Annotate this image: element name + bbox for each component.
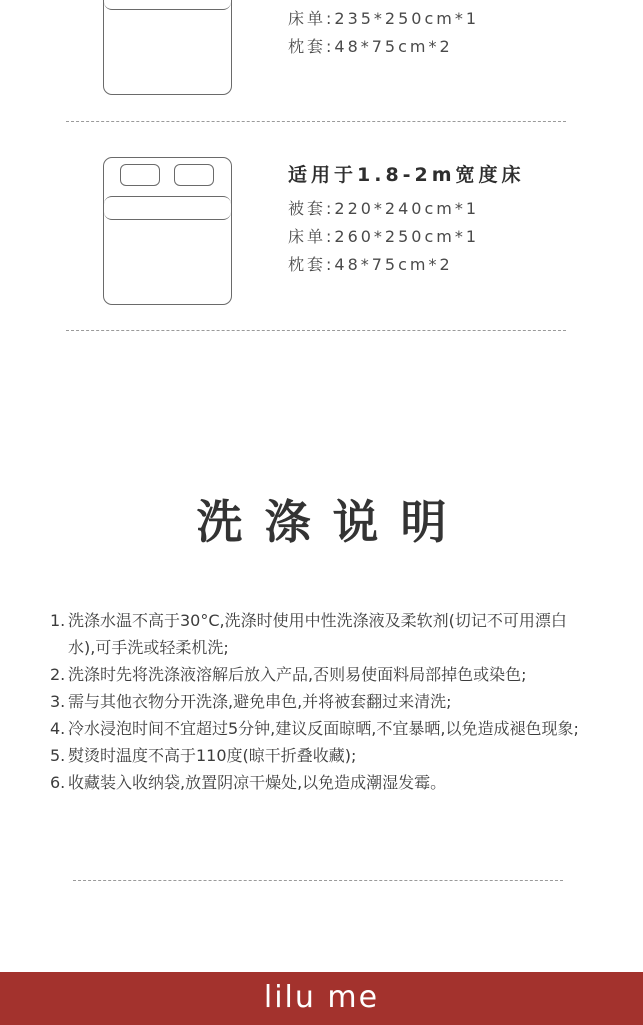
- list-item: [50, 742, 580, 769]
- item-text: 洗涤时先将洗涤液溶解后放入产品,否则易使面料局部掉色或染色;: [68, 665, 527, 684]
- item-number: 4.: [50, 719, 66, 738]
- list-item: [50, 769, 580, 796]
- bed-fold: [104, 196, 231, 220]
- item-text: 需与其他衣物分开洗涤,避免串色,并将被套翻过来清洗;: [68, 692, 452, 711]
- bed-illustration: [103, 157, 232, 305]
- bed-illustration-top: [103, 0, 232, 95]
- item-number: 1.: [50, 611, 66, 630]
- spec-sheet-line: 床单:260*250cm*1: [288, 227, 480, 246]
- list-item: [50, 661, 580, 688]
- spec-pillowcase-line: 枕套:48*75cm*2: [288, 255, 453, 274]
- spec-pillowcase-line: 枕套:48*75cm*2: [288, 37, 453, 56]
- list-item: [50, 688, 580, 715]
- pillow-left: [120, 164, 160, 186]
- item-number: 3.: [50, 692, 66, 711]
- item-number: 2.: [50, 665, 66, 684]
- bed-size-title: 适用于1.8-2m宽度床: [288, 164, 525, 186]
- footer-bar: [0, 972, 643, 1025]
- bed-fold: [104, 0, 231, 10]
- item-text: 冷水浸泡时间不宜超过5分钟,建议反面晾晒,不宜暴晒,以免造成褪色现象;: [68, 719, 579, 738]
- pillow-right: [174, 164, 214, 186]
- item-text: 熨烫时温度不高于110度(晾干折叠收藏);: [68, 746, 357, 765]
- item-number: 5.: [50, 746, 66, 765]
- brand-logo: lilu me: [263, 980, 380, 1015]
- wash-instructions-list: [50, 607, 580, 796]
- item-text: 收藏装入收纳袋,放置阴凉干燥处,以免造成潮湿发霉。: [68, 773, 447, 792]
- spec-duvet-line: 被套:220*240cm*1: [288, 199, 480, 218]
- divider: [66, 330, 566, 331]
- divider: [73, 880, 563, 881]
- spec-sheet-line: 床单:235*250cm*1: [288, 9, 480, 28]
- list-item: [50, 715, 580, 742]
- item-number: 6.: [50, 773, 66, 792]
- list-item: [50, 607, 580, 661]
- wash-instructions-title: 洗涤说明: [196, 495, 469, 549]
- item-text: 洗涤水温不高于30°C,洗涤时使用中性洗涤液及柔软剂(切记不可用漂白水),可手洗或轻柔机洗;: [68, 611, 567, 657]
- divider: [66, 121, 566, 122]
